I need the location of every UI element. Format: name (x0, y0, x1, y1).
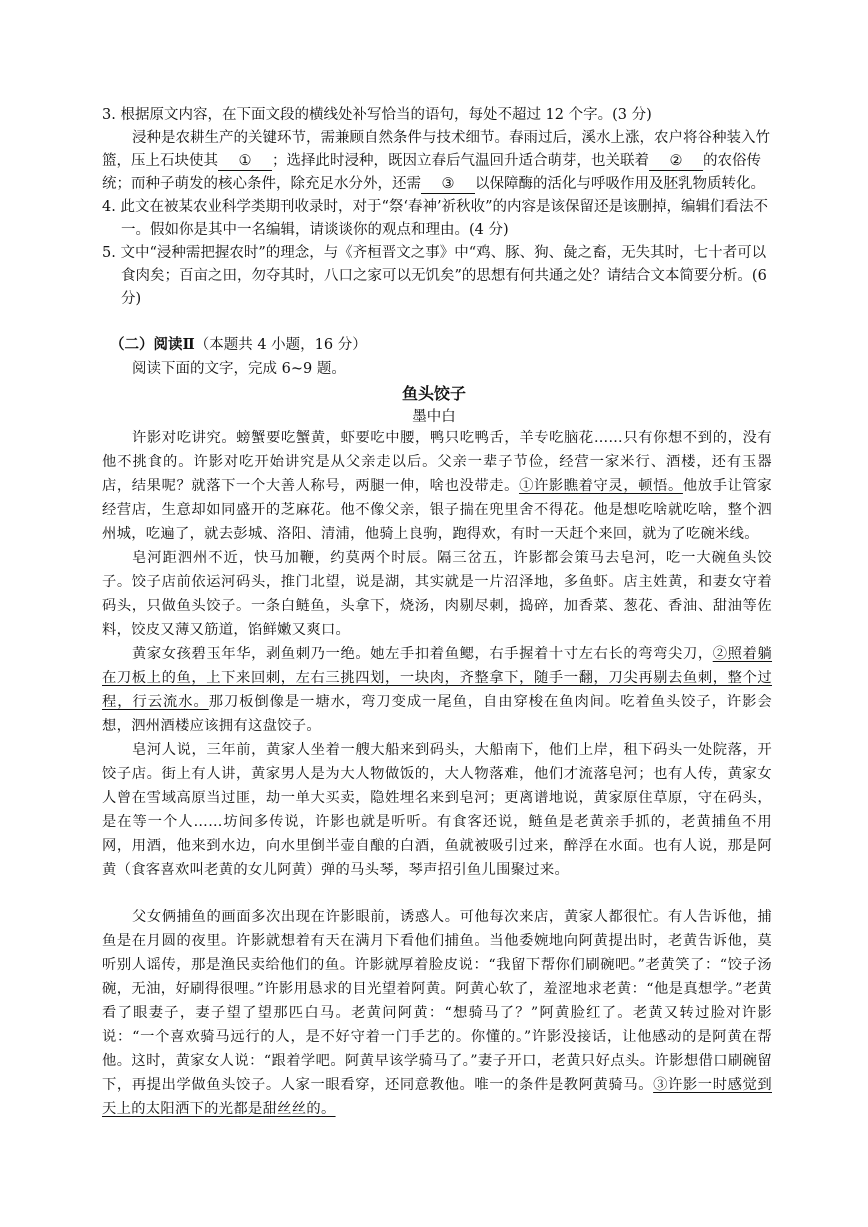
question-3 (102, 104, 772, 311)
question-3-prompt: 3. 根据原文内容，在下面文段的横线处补写恰当的语句，每处不超过 12 个字。(3 分) (102, 107, 652, 123)
story-paragraph-5: 父女俩捕鱼的画面多次出现在许影眼前，诱惑人。可他每次来店，黄家人都很忙。有人告诉他，捕鱼是在月圆的夜里。许影就想着有天在满月下看他们捕鱼。当他委婉地向阿黄提出时，老黄告诉他，莫听别人谣传，那是渔民卖给他们的鱼。许影就厚着脸皮说：“我留下帮你们刷碗吧。”老黄笑了：“饺子汤碗，无油，好刷得很哩。”许影用恳求的目光望着阿黄。阿黄心软了，羞涩地求老黄：“他是真想学。”老黄看了眼妻子，妻子望了望那匹白马。老黄问阿黄：“想骑马了？”阿黄脸红了。老黄又转过脸对许影说：“一个喜欢骑马远行的人，是不好守着一门手艺的。你懂的。”许影没接话，让他感动的是阿黄在帮他。这时，黄家女人说：“跟着学吧。阿黄早该学骑马了。”妻子开口，老黄只好点头。许影想借口刷碗留下，再提出学做鱼头饺子。人家一眼看穿，还同意教他。唯一的条件是教阿黄骑马。③许影一时感觉到天上的太阳洒下的光都是甜丝丝的。 (102, 909, 772, 1117)
story-paragraph-2: 皂河距泗州不近，快马加鞭，约莫两个时辰。隔三岔五，许影都会策马去皂河，吃一大碗鱼头饺子。饺子店前依运河码头，推门北望，说是湖，其实就是一片沼泽地，多鱼虾。店主姓黄，和妻女守着码头，只做鱼头饺子。一条白鲢鱼，头拿下，烧汤，肉剔尽刺，捣碎，加香菜、葱花、香油、甜油等佐料，饺皮又薄又筋道，馅鲜嫩又爽口。 (102, 550, 772, 638)
story-paragraph-4: 皂河人说，三年前，黄家人坐着一艘大船来到码头，大船南下，他们上岸，租下码头一处院落，开饺子店。街上有人讲，黄家男人是为大人物做饭的，大人物落难，他们才流落皂河；也有人传，黄家女人曾在雪域高原当过匪，劫一单大买卖，隐姓埋名来到皂河；更离谱地说，黄家原住草原，守在码头，是在等一个人……坊间多传说，许影也就是听听。有食客还说，鲢鱼是老黄亲手抓的，老黄捕鱼不用网，用酒，他来到水边，向水里倒半壶自酿的白酒，鱼就被吸引过来，醉浮在水面。也有人说，那是阿黄（食客喜欢叫老黄的女儿阿黄）弹的马头琴，琴声招引鱼儿围聚过来。 (102, 742, 772, 878)
blank-3[interactable]: ③ (421, 175, 475, 194)
underlined-sentence-2: ②照着躺在刀板上的鱼，上下来回刺，左右三挑四划，一块肉，齐整拿下，随手一翻，刀尖再剔去鱼刺，整个过程，行云流水。 (102, 646, 773, 710)
story-author: 墨中白 (412, 409, 456, 425)
story-title: 鱼头饺子 (401, 384, 466, 403)
section-instruction: 阅读下面的文字，完成 6~9 题。 (132, 361, 346, 377)
underlined-sentence-1: ①许影瞧着守灵，顿悟。 (519, 478, 683, 494)
story-paragraph-1: 许影对吃讲究。螃蟹要吃蟹黄，虾要吃中腰，鸭只吃鸭舌，羊专吃脑花……只有你想不到的，没有他不挑食的。许影对吃开始讲究是从父亲走以后。父亲一辈子节俭，经营一家米行、酒楼，还有玉器店，结果呢？就落下一个大善人称号，两腿一伸，啥也没带走。①许影瞧着守灵，顿悟。他放手让管家经营店，生意却如同盛开的芝麻花。他不像父亲，银子揣在兜里舍不得花。他是想吃啥就吃啥，整个泗州城，吃遍了，就去彭城、洛阳、清浦，他骑上良驹，跑得欢，有时一天赶个来回，就为了吃碗米线。 (102, 430, 772, 542)
question-4: 4. 此文在被某农业科学类期刊收录时，对于“祭‘春神’祈秋收”的内容是该保留还是该删掉，编辑们看法不一。假如你是其中一名编辑，请谈谈你的观点和理由。(4 分) (102, 199, 768, 238)
question-3-passage: 浸种是农耕生产的关键环节，需兼顾自然条件与技术细节。春雨过后，溪水上涨，农户将谷种装入竹篮，压上石块使其 ① ；选择此时浸种，既因立春后气温回升适合萌芽，也关联着 ② 的农俗传统；而种子萌发的核心条件，除充足水分外，还需 ③ 以保障酶的活化与呼吸作用及胚乳物质转化。 (102, 130, 770, 192)
underlined-sentence-3: ③许影一时感觉到天上的太阳洒下的光都是甜丝丝的。 (102, 1077, 772, 1117)
question-5: 5. 文中“浸种需把握农时”的理念，与《齐桓晋文之事》中“鸡、豚、狗、彘之畜，无失其时，七十者可以食肉矣；百亩之田，勿夺其时，八口之家可以无饥矣”的思想有何共通之处？请结合文本简要分析。(6 分) (102, 245, 767, 307)
story-paragraph-3: 黄家女孩碧玉年华，剥鱼刺乃一绝。她左手扣着鱼鳃，右手握着十寸左右长的弯弯尖刀，②照着躺在刀板上的鱼，上下来回刺，左右三挑四划，一块肉，齐整拿下，随手一翻，刀尖再剔去鱼刺，整个过程，行云流水。那刀板倒像是一塘水，弯刀变成一尾鱼，自由穿梭在鱼肉间。吃着鱼头饺子，许影会想，泗州酒楼应该拥有这盘饺子。 (102, 646, 773, 734)
section-heading: （二）阅读Ⅱ（本题共 4 小题，16 分） (110, 336, 367, 353)
blank-1[interactable]: ① (218, 152, 272, 171)
blank-2[interactable]: ② (649, 152, 703, 171)
